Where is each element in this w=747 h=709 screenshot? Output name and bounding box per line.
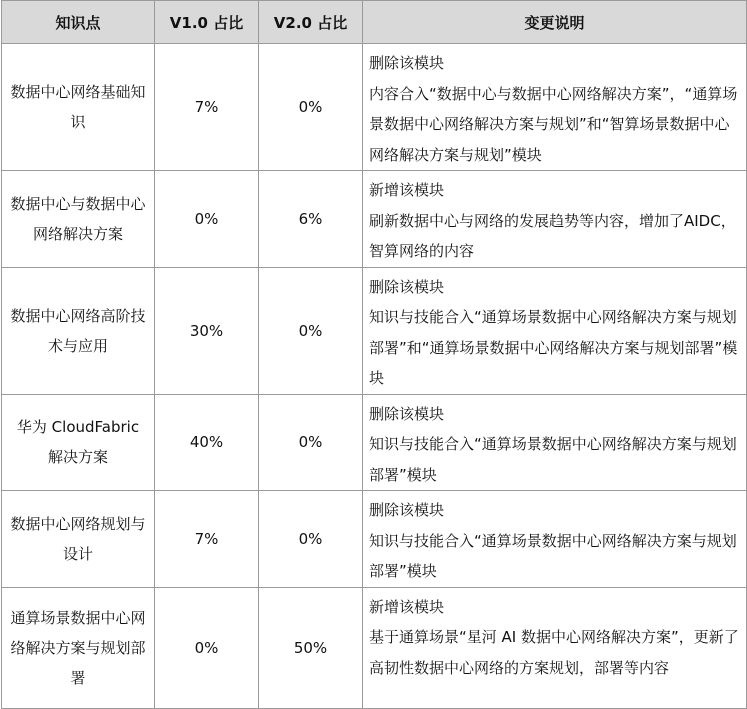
description-action: 删除该模块 [369, 501, 445, 519]
v1-ratio-cell: 7% [155, 491, 259, 588]
topic-cell: 数据中心网络规划与设计 [2, 491, 155, 588]
table-row [2, 44, 747, 171]
table-row [2, 491, 747, 588]
v1-ratio-cell: 40% [155, 394, 259, 491]
description-cell [363, 587, 747, 708]
table-row [2, 267, 747, 394]
v1-ratio-cell: 0% [155, 587, 259, 708]
header-v1-ratio: V1.0 占比 [155, 1, 259, 44]
table-row [2, 587, 747, 708]
description-cell [363, 267, 747, 394]
v1-ratio-cell: 30% [155, 267, 259, 394]
v1-ratio-cell: 7% [155, 44, 259, 171]
description-cell [363, 394, 747, 491]
topic-cell: 通算场景数据中心网络解决方案与规划部署 [2, 587, 155, 708]
description-detail: 知识与技能合入“通算场景数据中心网络解决方案与规划部署”模块 [369, 435, 737, 484]
v2-ratio-cell: 0% [259, 44, 363, 171]
description-action: 新增该模块 [369, 597, 445, 616]
header-knowledge-point: 知识点 [2, 1, 155, 44]
description-action: 新增该模块 [369, 181, 445, 199]
v2-ratio-cell: 0% [259, 394, 363, 491]
v2-ratio-cell: 50% [259, 587, 363, 708]
topic-cell: 数据中心网络高阶技术与应用 [2, 267, 155, 394]
v2-ratio-cell: 0% [259, 491, 363, 588]
table-row [2, 171, 747, 268]
change-table [1, 0, 747, 709]
topic-cell: 华为 CloudFabric 解决方案 [2, 394, 155, 491]
header-v2-ratio: V2.0 占比 [259, 1, 363, 44]
description-cell [363, 44, 747, 171]
header-row [2, 1, 747, 44]
description-cell [363, 171, 747, 268]
topic-cell: 数据中心网络基础知识 [2, 44, 155, 171]
v1-ratio-cell: 0% [155, 171, 259, 268]
description-detail: 刷新数据中心与网络的发展趋势等内容，增加了AIDC，智算网络的内容 [369, 211, 736, 260]
topic-cell: 数据中心与数据中心网络解决方案 [2, 171, 155, 268]
description-action: 删除该模块 [369, 54, 445, 72]
description-detail: 知识与技能合入“通算场景数据中心网络解决方案与规划部署”模块 [369, 531, 737, 580]
v2-ratio-cell: 0% [259, 267, 363, 394]
header-change-description: 变更说明 [363, 1, 747, 44]
description-detail: 知识与技能合入“通算场景数据中心网络解决方案与规划部署”和“通算场景数据中心网络解决方案与规划部署”模块 [369, 308, 738, 387]
v2-ratio-cell: 6% [259, 171, 363, 268]
description-action: 删除该模块 [369, 277, 445, 296]
description-detail: 基于通算场景“星河 AI 数据中心网络解决方案”，更新了高韧性数据中心网络的方案规划，部署等内容 [369, 628, 739, 677]
table-row [2, 394, 747, 491]
description-detail: 内容合入“数据中心与数据中心网络解决方案”，“通算场景数据中心网络解决方案与规划”和“智算场景数据中心网络解决方案与规划”模块 [369, 84, 738, 164]
description-cell [363, 491, 747, 588]
description-action: 删除该模块 [369, 404, 445, 423]
